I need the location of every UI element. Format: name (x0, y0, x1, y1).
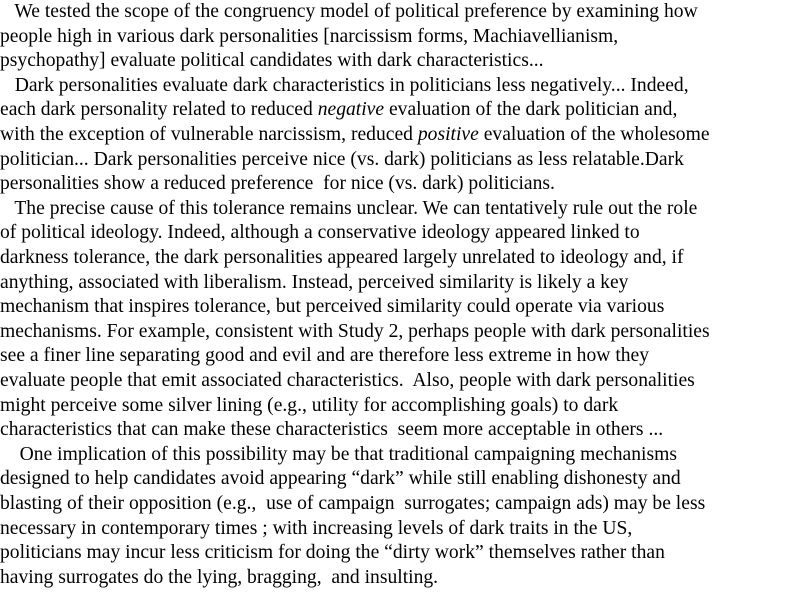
text-line-12: anything, associated with liberalism. Instead, perceived similarity is likely a key (0, 271, 629, 293)
text-line-5 (0, 98, 677, 123)
italic-positive: positive (417, 124, 479, 145)
text-line-11: darkness tolerance, the dark personalities appeared largely unrelated to ideology and, if (0, 247, 684, 268)
text-line-9: The precise cause of this tolerance remains unclear. We can tentatively rule out the role (0, 197, 698, 219)
text-line-2: people high in various dark personalities [narcissism forms, Machiavellianism, (0, 25, 619, 47)
text-line-14: mechanisms. For example, consistent with Study 2, perhaps people with dark personalities (0, 320, 710, 342)
text-line-19: One implication of this possibility may be that traditional campaigning mechanisms (0, 443, 677, 465)
text-line-5-after: evaluation of the dark politician and, (384, 99, 678, 121)
text-line-7: politician... Dark personalities perceive nice (vs. dark) politicians as less relatable.Dark (0, 148, 684, 170)
text-line-10: of political ideology. Indeed, although a conservative ideology appeared linked to (0, 222, 640, 244)
text-line-13: mechanism that inspires tolerance, but perceived similarity could operate via various (0, 296, 665, 318)
text-line-22: necessary in contemporary times ; with increasing levels of dark traits in the US, (0, 517, 633, 539)
text-line-1: We tested the scope of the congruency model of political preference by examining how (0, 1, 698, 22)
text-line-21: blasting of their opposition (e.g., use of campaign surrogates; campaign ads) may be less (0, 493, 706, 514)
text-line-18: characteristics that can make these characteristics seem more acceptable in others ... (0, 419, 664, 441)
text-line-4: Dark personalities evaluate dark characteristics in politicians less negatively... Indeed, (0, 74, 689, 96)
text-line-23: politicians may incur less criticism for doing the “dirty work” themselves rather than (0, 542, 665, 564)
text-line-17: might perceive some silver lining (e.g., utility for accomplishing goals) to dark (0, 394, 619, 416)
text-line-20: designed to help candidates avoid appearing “dark” while still enabling dishonesty and (0, 468, 681, 490)
text-line-6-after: evaluation of the wholesome (478, 124, 710, 145)
italic-negative: negative (317, 99, 385, 121)
text-line-3: psychopathy] evaluate political candidates with dark characteristics... (0, 50, 544, 72)
text-line-24: having surrogates do the lying, bragging, and insulting. (0, 566, 439, 588)
text-line-6-before: with the exception of vulnerable narcissism, reduced (0, 124, 418, 145)
text-line-15: see a finer line separating good and evil and are therefore less extreme in how they (0, 345, 650, 367)
text-line-6 (0, 123, 710, 148)
text-line-8: personalities show a reduced preference for nice (vs. dark) politicians. (0, 173, 555, 195)
text-line-5-before: each dark personality related to reduced (0, 99, 318, 121)
text-line-16: evaluate people that emit associated characteristics. Also, people with dark personalities (0, 370, 695, 391)
